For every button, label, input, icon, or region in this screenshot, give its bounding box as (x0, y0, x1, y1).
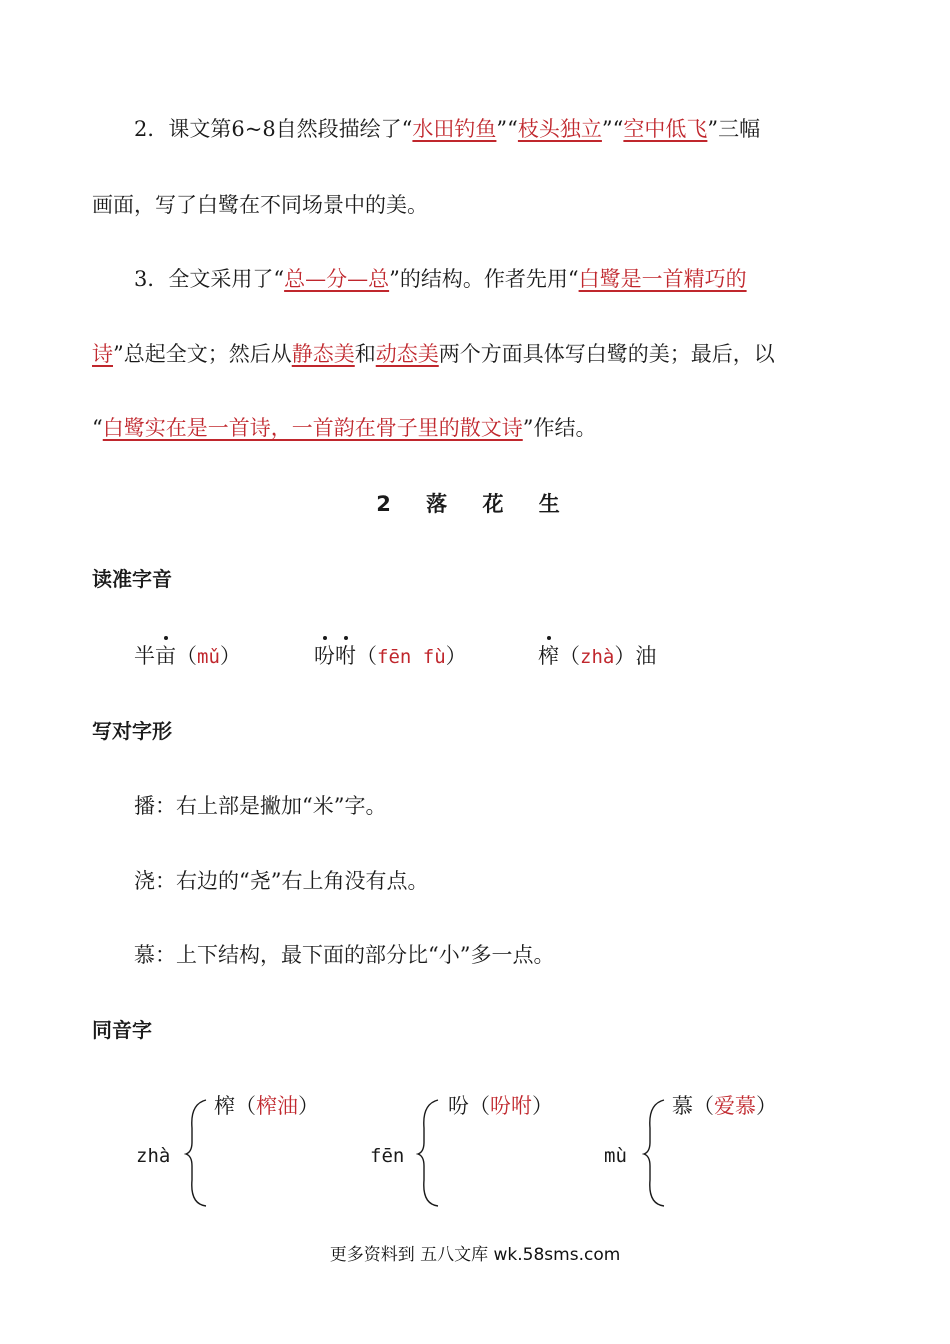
paren-close: ） (445, 644, 467, 668)
paren-close: ） (614, 644, 636, 668)
homo-3-item (672, 1091, 777, 1121)
homo-1-word: 榨油 (256, 1094, 298, 1118)
para3-blank-closing: 白鹭实在是一首诗，一首韵在骨子里的散文诗 (102, 416, 523, 440)
para3-line2 (92, 339, 775, 369)
paren-open: （ (235, 1094, 256, 1118)
para3-end: ”作结。 (522, 416, 597, 440)
footer-watermark: 更多资料到 五八文库 wk.58sms.com (329, 1245, 621, 1265)
homo-1-item (214, 1091, 319, 1121)
para3-line3 (92, 413, 597, 443)
homo-2-word: 吩咐 (490, 1094, 532, 1118)
paren-open: （ (559, 644, 580, 668)
pron-1-dotted-char: 亩 (155, 641, 176, 671)
para2-tail: ”三幅 (707, 117, 761, 141)
section-heading-pronounce: 读准字音 (92, 567, 172, 591)
pron-item-3 (538, 641, 656, 672)
para3-line1 (134, 264, 747, 294)
homo-1-char: 榨 (214, 1094, 235, 1118)
paren-open: （ (693, 1094, 714, 1118)
para3-mid3: 两个方面具体写白鹭的美；最后，以 (438, 342, 775, 366)
para2-blank-1: 水田钓鱼 (412, 117, 497, 141)
homo-2-brace (416, 1098, 440, 1208)
pron-3-post: 油 (635, 644, 657, 668)
pron-2-pinyin: fēn fù (377, 646, 446, 668)
pron-2-dotted-char-1: 吩 (314, 641, 335, 671)
para2-quote-1: ”“ (496, 117, 518, 141)
section-heading-homophones: 同音字 (92, 1018, 152, 1042)
para3-blank-dynamic: 动态美 (375, 342, 439, 366)
pron-item-1 (134, 641, 241, 672)
para3-lead: 3．全文采用了“ (134, 267, 285, 291)
pron-3-dotted-char: 榨 (538, 641, 559, 671)
para3-blank-structure: 总—分—总 (284, 267, 390, 291)
homo-2-item (448, 1091, 553, 1121)
form-item-3: 慕：上下结构，最下面的部分比“小”多一点。 (134, 943, 555, 967)
homo-3-word: 爱慕 (714, 1094, 756, 1118)
para3-and: 和 (354, 342, 376, 366)
homo-3-brace (642, 1098, 666, 1208)
para2-lead: 2．课文第6~8自然段描绘了“ (134, 117, 413, 141)
paren-close: ） (756, 1094, 777, 1118)
homo-1-pinyin: zhà (136, 1145, 171, 1167)
para3-mid2: ”总起全文；然后从 (113, 342, 292, 366)
homo-2-char: 吩 (448, 1094, 469, 1118)
form-item-1: 播：右上部是撇加“米”字。 (134, 794, 387, 818)
paren-open: （ (176, 644, 197, 668)
paren-close: ） (219, 644, 241, 668)
paren-open: （ (469, 1094, 490, 1118)
homo-3-pinyin: mù (604, 1145, 627, 1167)
paren-close: ） (532, 1094, 553, 1118)
para2-blank-2: 枝头独立 (517, 117, 602, 141)
pron-1-pre: 半 (134, 644, 155, 668)
para3-blank-static: 静态美 (291, 342, 355, 366)
para2-quote-2: ”“ (601, 117, 624, 141)
pron-1-pinyin: mǔ (197, 646, 220, 668)
para2-line1 (134, 114, 760, 144)
lesson-title: 2 落 花 生 (376, 492, 574, 516)
pron-item-2 (314, 641, 467, 672)
pron-2-dotted-char-2: 咐 (335, 641, 356, 671)
pron-3-pinyin: zhà (580, 646, 615, 668)
homo-1-brace (184, 1098, 208, 1208)
paren-open: （ (356, 644, 377, 668)
para2-blank-3: 空中低飞 (623, 117, 708, 141)
section-heading-forms: 写对字形 (92, 719, 172, 743)
homo-3-char: 慕 (672, 1094, 693, 1118)
para3-quote-open: “ (92, 416, 103, 440)
para2-line2: 画面，写了白鹭在不同场景中的美。 (92, 193, 428, 217)
para3-blank-opening-b: 诗 (92, 342, 113, 366)
para3-blank-opening-a: 白鹭是一首精巧的 (578, 267, 747, 291)
homo-2-pinyin: fēn (370, 1145, 405, 1167)
form-item-2: 浇：右边的“尧”右上角没有点。 (134, 869, 429, 893)
para3-mid1: ”的结构。作者先用“ (389, 267, 579, 291)
paren-close: ） (298, 1094, 319, 1118)
